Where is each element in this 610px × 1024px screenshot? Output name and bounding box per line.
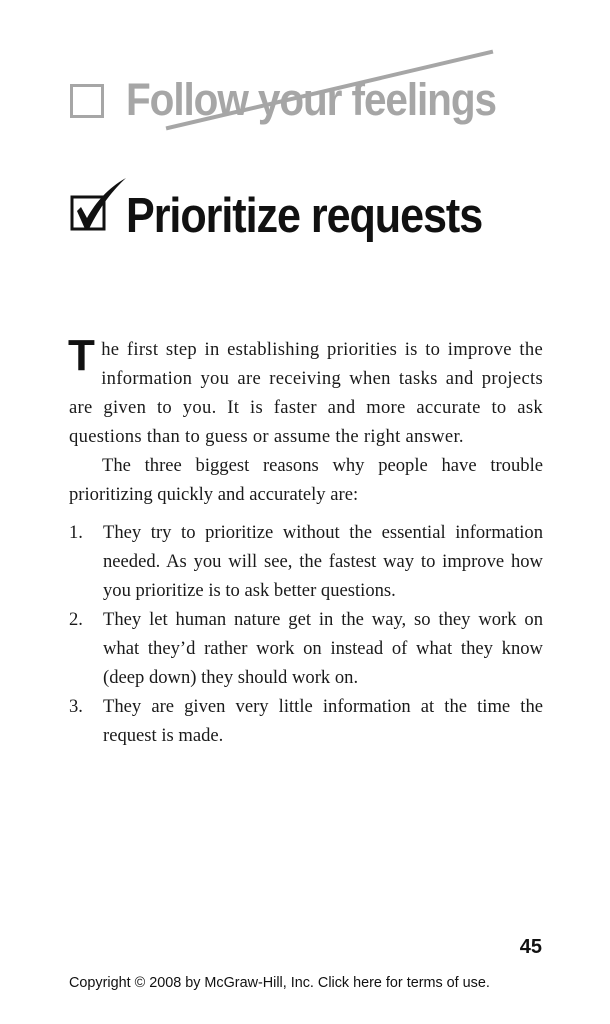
list-item-number: 2. [69,609,83,631]
list-item-text: They are given very little information at the time the request is made. [103,695,543,746]
list-item [69,606,543,693]
drop-cap: T [68,331,96,380]
list-item-number: 3. [69,695,83,717]
list-item [69,519,543,606]
strikethrough-line [70,78,510,138]
crossed-out-option [70,74,510,138]
reasons-intro-paragraph: The three biggest reasons why people have trouble prioritizing quickly and accurately are: [69,454,543,505]
list-item-text: They try to prioritize without the essential information needed. As you will see, the fastest way to improve how you prioritize is to ask better questions. [103,522,543,602]
checkmark-box-icon [70,176,130,236]
copyright-link[interactable]: Copyright © 2008 by McGraw-Hill, Inc. Click here for terms of use. [69,975,490,991]
checked-heading: Prioritize requests [126,189,483,243]
page-number: 45 [519,936,542,958]
list-item [69,693,543,751]
list-item-text: They let human nature get in the way, so they work on what they’d rather work on instead of what they know (deep down) they should work on. [103,609,543,688]
reasons-list [69,519,543,750]
checked-option [70,176,540,246]
intro-paragraph [68,331,543,452]
body-text [68,331,543,751]
crossed-out-heading: Follow your feelings [126,74,496,125]
intro-paragraph-text: he first step in establishing priorities is to improve the information you are receiving when tasks and projects are given to you. It is faster and more accurate to ask questions than to guess or assume the right answer. [69,339,543,447]
list-item-number: 1. [69,522,83,544]
